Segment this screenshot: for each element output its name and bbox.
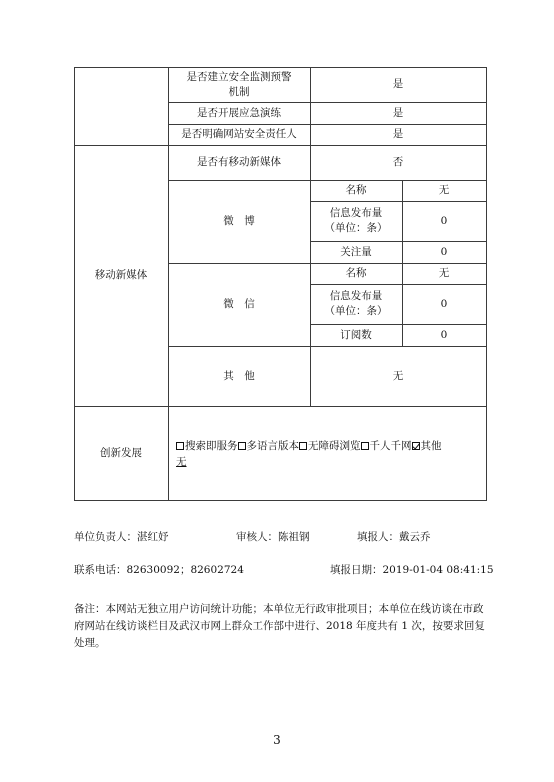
innovation-label: 创新发展 [100, 446, 142, 459]
unit-principal: 单位负责人：湛红妤 [74, 531, 169, 543]
security-officer-value: 是 [392, 128, 404, 140]
page-number: 3 [273, 733, 281, 747]
wechat-name-label: 名称 [345, 267, 367, 279]
other-media-label: 其 他 [223, 369, 255, 382]
checkbox-checked-icon[interactable] [412, 442, 420, 450]
weibo-followers-label: 关注量 [340, 245, 372, 258]
innovation-option-search[interactable]: 搜索即服务 [176, 440, 238, 452]
has-mobile-media-value: 否 [392, 156, 404, 168]
other-media-value: 无 [392, 369, 404, 382]
security-officer-label: 是否明确网站安全责任人 [181, 128, 297, 140]
remark-text: 备注：本网站无独立用户访问统计功能；本单位无行政审批项目；本单位在线访谈在市政府网站在线访谈栏目及武汉市网上群众工作部中进行、2018 年度共有 1 次，按要求回复处理。 [74, 603, 485, 649]
has-mobile-media-label: 是否有移动新媒体 [197, 156, 281, 168]
mobile-media-section-label: 移动新媒体 [94, 269, 148, 281]
wechat-label: 微 信 [223, 298, 255, 310]
innovation-other-value: 无 [176, 456, 187, 468]
security-monitoring-value: 是 [392, 78, 404, 90]
emergency-drill-label: 是否开展应急演练 [197, 106, 281, 119]
wechat-subscribers-value: 0 [440, 328, 448, 341]
emergency-drill-value: 是 [392, 106, 404, 119]
wechat-posts-label: 信息发布量 （单位：条） [324, 290, 388, 317]
contact-phone: 联系电话：82630092；82602724 [74, 564, 244, 576]
innovation-option-multilingual[interactable]: 多语言版本 [238, 440, 300, 452]
weibo-followers-value: 0 [440, 245, 448, 258]
wechat-posts-value: 0 [440, 297, 448, 310]
reviewer: 审核人：陈祖钢 [236, 531, 310, 543]
checkbox-icon[interactable] [361, 442, 369, 450]
filler: 填报人：戴云乔 [357, 531, 431, 543]
innovation-option-personalized[interactable]: 千人千网 [361, 440, 412, 452]
checkbox-icon[interactable] [176, 442, 184, 450]
wechat-subscribers-label: 订阅数 [340, 328, 372, 341]
weibo-label: 微 博 [223, 215, 255, 227]
security-monitoring-label: 是否建立安全监测预警 机制 [186, 70, 292, 98]
checkbox-icon[interactable] [238, 442, 246, 450]
fill-date: 填报日期：2019-01-04 08:41:15 [330, 564, 494, 576]
innovation-options [176, 438, 486, 470]
innovation-option-accessibility[interactable]: 无障碍浏览 [299, 440, 361, 452]
wechat-name-value: 无 [438, 267, 450, 279]
weibo-name-value: 无 [438, 184, 450, 196]
innovation-option-other[interactable]: 其他 [412, 440, 442, 452]
checkbox-icon[interactable] [299, 442, 307, 450]
weibo-posts-label: 信息发布量 （单位：条） [324, 207, 388, 234]
weibo-posts-value: 0 [440, 214, 448, 227]
weibo-name-label: 名称 [345, 184, 367, 196]
